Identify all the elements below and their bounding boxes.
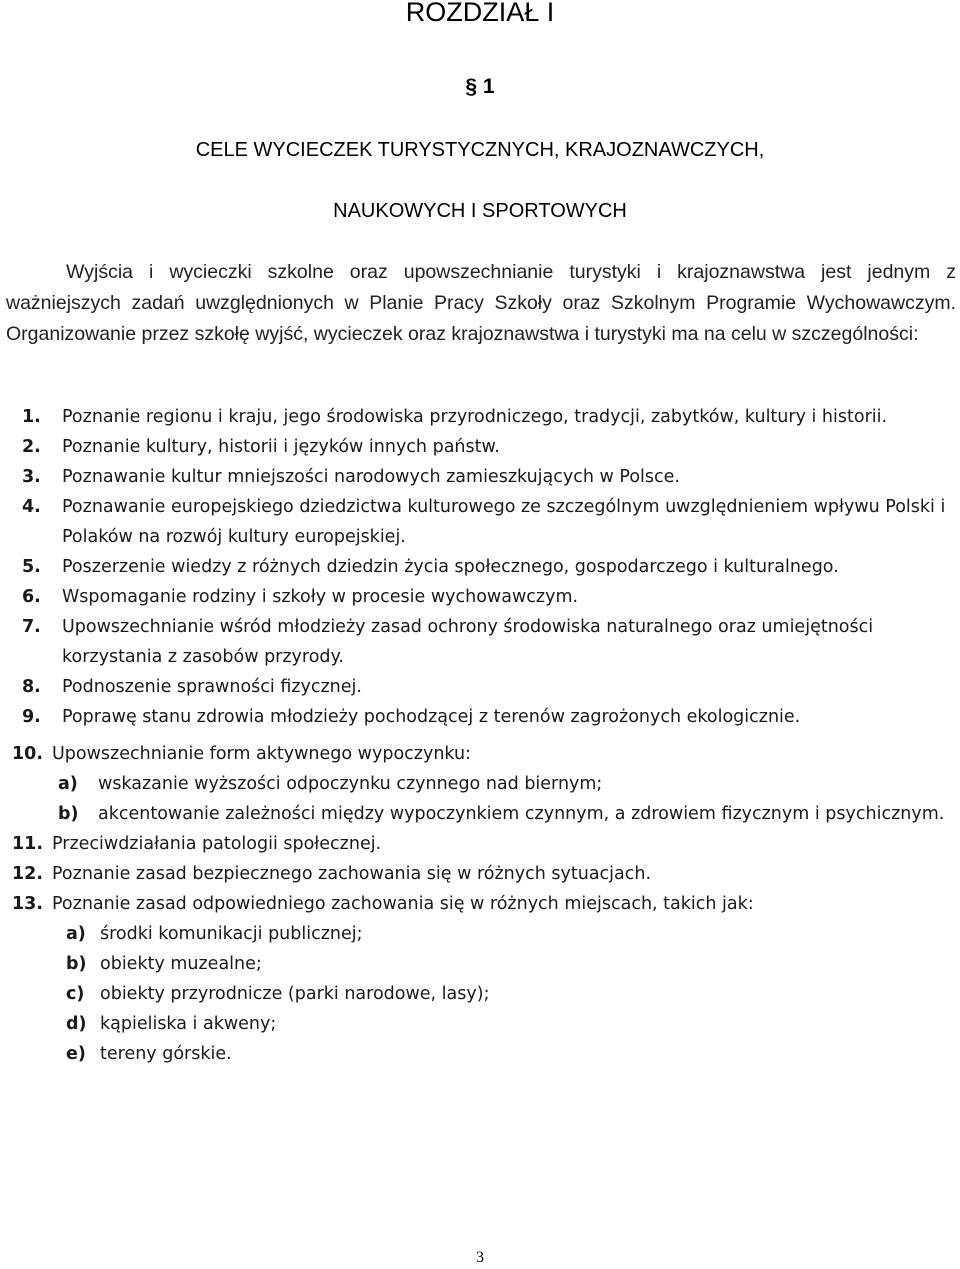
sub-list-item-letter: e): [66, 1044, 86, 1064]
list-item: [0, 552, 960, 582]
list-item-text: Podnoszenie sprawności fizycznej.: [62, 677, 362, 697]
list-item-text: Poznanie zasad bezpiecznego zachowania się w różnych sytuacjach.: [52, 864, 652, 884]
sub-list-item-letter: c): [66, 984, 85, 1004]
list-item-text: Poprawę stanu zdrowia młodzieży pochodzącej z terenów zagrożonych ekologicznie.: [62, 707, 801, 727]
list-item-text: Przeciwdziałania patologii społecznej.: [52, 834, 382, 854]
sub-list-item-text: kąpieliska i akweny;: [100, 1014, 277, 1034]
list-item-number: 10.: [12, 744, 44, 764]
list-item-text: Wspomaganie rodziny i szkoły w procesie wychowawczym.: [62, 587, 579, 607]
list-item-text: Poszerzenie wiedzy z różnych dziedzin życia społecznego, gospodarczego i kulturalnego.: [62, 557, 839, 577]
list-item: [0, 829, 960, 859]
sub-list-item-letter: a): [58, 774, 78, 794]
sub-list-item-text: obiekty przyrodnicze (parki narodowe, lasy);: [100, 984, 490, 1004]
sub-list-item: [52, 799, 948, 829]
sub-list-item: [52, 919, 948, 949]
list-item-number: 11.: [12, 834, 44, 854]
list-item: [0, 402, 960, 432]
list-item-number: 8.: [22, 677, 41, 697]
list-item: [0, 739, 960, 829]
list-item-number: 2.: [22, 437, 41, 457]
sub-list-item-text: akcentowanie zależności między wypoczynkiem czynnym, a zdrowiem fizycznym i psychicznym.: [98, 804, 945, 824]
list-item: [0, 672, 960, 702]
list-item: [0, 462, 960, 492]
list-item: [0, 612, 960, 672]
section-title-line-2: NAUKOWYCH I SPORTOWYCH: [333, 200, 627, 222]
list-item-text: Upowszechnianie form aktywnego wypoczynku:: [52, 744, 471, 764]
sub-list-item: [52, 949, 948, 979]
list-item-number: 5.: [22, 557, 41, 577]
list-item-text: Poznawanie europejskiego dziedzictwa kulturowego ze szczególnym uwzględnieniem wpływu Polski i Polaków na rozwój kultury europejskiej.: [62, 497, 946, 547]
sub-list-item: [52, 979, 948, 1009]
sub-list-item-letter: b): [58, 804, 79, 824]
list-item: [0, 582, 960, 612]
list-item-text: Poznawanie kultur mniejszości narodowych zamieszkujących w Polsce.: [62, 467, 680, 487]
list-item: [0, 859, 960, 889]
list-item-number: 7.: [22, 617, 41, 637]
sub-list-item-text: wskazanie wyższości odpoczynku czynnego nad biernym;: [98, 774, 603, 794]
sub-list-item: [52, 1039, 948, 1069]
list-item: [0, 889, 960, 1069]
list-item-number: 12.: [12, 864, 44, 884]
list-item-number: 1.: [22, 407, 41, 427]
list-item-text: Poznanie regionu i kraju, jego środowiska przyrodniczego, tradycji, zabytków, kultury i historii.: [62, 407, 888, 427]
list-item-number: 6.: [22, 587, 41, 607]
list-item-text: Upowszechnianie wśród młodzieży zasad ochrony środowiska naturalnego oraz umiejętności korzystania z zasobów przyrody.: [62, 617, 874, 667]
objectives-list: [0, 402, 960, 1069]
list-item: [0, 702, 960, 732]
list-item-number: 13.: [12, 894, 44, 914]
list-item-text: Poznanie kultury, historii i języków innych państw.: [62, 437, 500, 457]
sub-list-item-letter: d): [66, 1014, 87, 1034]
list-item: [0, 492, 960, 552]
list-item: [0, 432, 960, 462]
intro-paragraph: Wyjścia i wycieczki szkolne oraz upowszechnianie turystyki i krajoznawstwa jest jednym z ważniejszych zadań uwzględnionych w Planie Pracy Szkoły oraz Szkolnym Programie Wychowawczym. Organizowanie przez szkołę wyjść, wycieczek oraz krajoznawstwa i turystyki ma na celu w szczególności:: [6, 261, 956, 345]
sub-list-item: [52, 1009, 948, 1039]
chapter-heading: ROZDZIAŁ I: [405, 0, 555, 27]
list-item-number: 9.: [22, 707, 41, 727]
sub-list-item: [52, 769, 948, 799]
sub-list-item-text: środki komunikacji publicznej;: [100, 924, 363, 944]
section-title-line-1: CELE WYCIECZEK TURYSTYCZNYCH, KRAJOZNAWCZYCH,: [195, 139, 765, 161]
sub-list-item-letter: a): [66, 924, 86, 944]
sub-list: [52, 769, 948, 829]
list-item-text: Poznanie zasad odpowiedniego zachowania się w różnych miejscach, takich jak:: [52, 894, 754, 914]
paragraph-mark: § 1: [465, 75, 495, 98]
sub-list: [52, 919, 948, 1069]
sub-list-item-text: obiekty muzealne;: [100, 954, 262, 974]
list-item-number: 3.: [22, 467, 41, 487]
page-number: 3: [476, 1249, 484, 1266]
list-item-number: 4.: [22, 497, 41, 517]
sub-list-item-text: tereny górskie.: [100, 1044, 232, 1064]
sub-list-item-letter: b): [66, 954, 87, 974]
